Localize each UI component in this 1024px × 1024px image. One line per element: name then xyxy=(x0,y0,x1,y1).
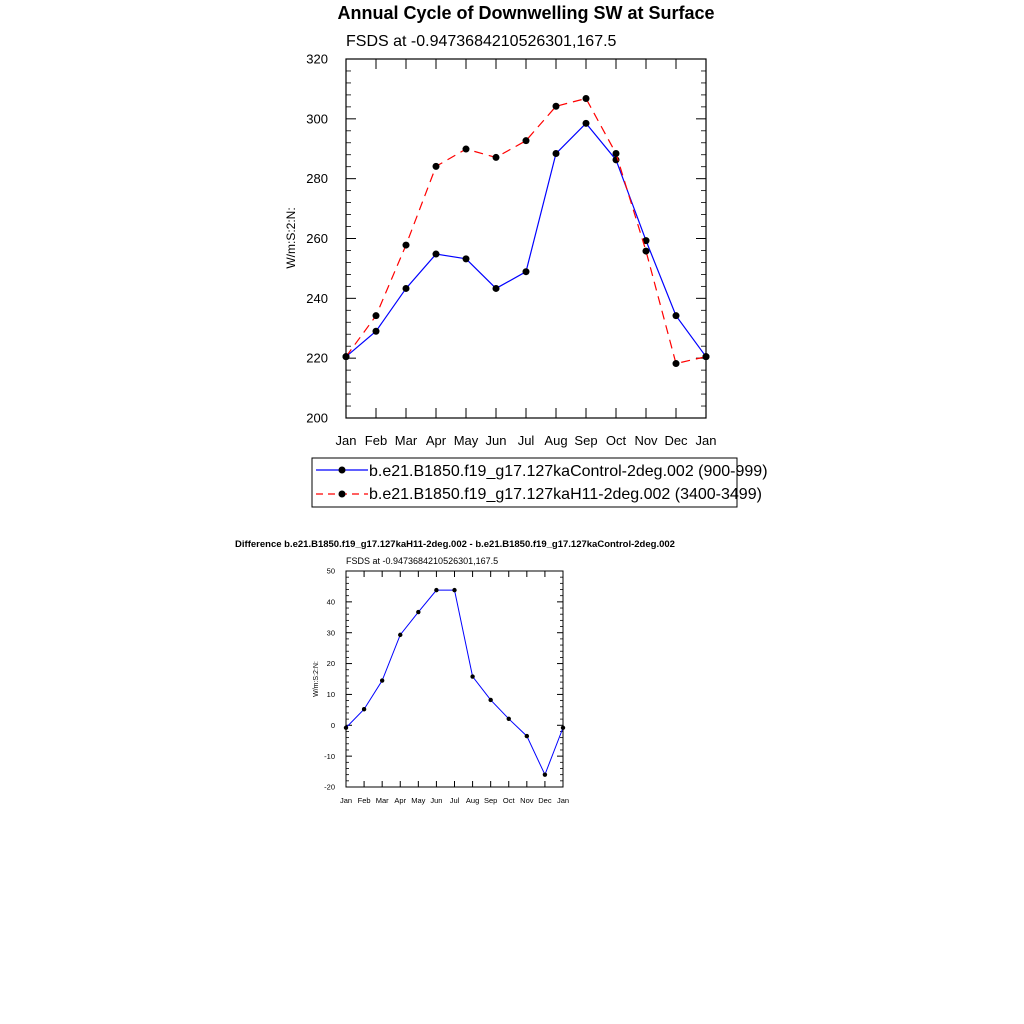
data-point xyxy=(463,146,470,153)
y-tick-label: 20 xyxy=(326,659,335,669)
x-tick-label: Aug xyxy=(465,796,480,805)
x-tick-label: Apr xyxy=(425,433,447,448)
chart2-ylabel: W/m:S:2:N: xyxy=(313,661,320,697)
x-tick-label: Jun xyxy=(430,796,443,805)
data-point xyxy=(434,588,438,592)
x-tick-label: Jan xyxy=(695,433,717,448)
data-point xyxy=(523,137,530,144)
x-tick-label: Jul xyxy=(517,433,535,448)
legend-marker-control xyxy=(339,467,346,474)
x-tick-label: Jan xyxy=(556,796,570,805)
chart1-subtitle: FSDS at -0.9473684210526301,167.5 xyxy=(346,33,617,50)
data-point xyxy=(493,154,500,161)
data-point xyxy=(488,698,492,702)
y-tick-label: -10 xyxy=(324,751,335,761)
y-tick-label: 300 xyxy=(306,111,328,127)
x-tick-label: Jul xyxy=(449,796,460,805)
x-tick-label: Jan xyxy=(339,796,353,805)
data-point xyxy=(373,312,380,319)
data-point xyxy=(583,120,590,127)
y-tick-label: 50 xyxy=(326,566,335,576)
data-point xyxy=(463,255,470,262)
data-point xyxy=(433,251,440,258)
y-tick-label: -20 xyxy=(324,782,335,792)
data-point xyxy=(493,285,500,292)
legend-label-control: b.e21.B1850.f19_g17.127kaControl-2deg.002 (900-999) xyxy=(369,463,768,480)
x-tick-label: Oct xyxy=(605,433,627,448)
series-line-0 xyxy=(346,590,563,775)
x-tick-label: Mar xyxy=(375,796,389,805)
x-tick-label: Nov xyxy=(520,796,534,805)
data-point xyxy=(553,103,560,110)
y-tick-label: 320 xyxy=(306,51,328,67)
data-point xyxy=(470,674,474,678)
y-tick-label: 280 xyxy=(306,171,328,187)
chart1-title: Annual Cycle of Downwelling SW at Surface xyxy=(337,3,715,23)
x-tick-label: Apr xyxy=(394,796,407,805)
legend-label-h11: b.e21.B1850.f19_g17.127kaH11-2deg.002 (3400-3499) xyxy=(369,486,762,503)
data-point xyxy=(673,312,680,319)
data-point xyxy=(452,588,456,592)
chart2-subtitle: FSDS at -0.9473684210526301,167.5 xyxy=(346,556,499,566)
x-tick-label: Aug xyxy=(544,433,568,448)
y-tick-label: 0 xyxy=(330,720,335,730)
data-point xyxy=(643,248,650,255)
y-tick-label: 40 xyxy=(326,597,335,607)
difference-chart xyxy=(235,539,675,805)
data-point xyxy=(553,150,560,157)
data-point xyxy=(507,717,511,721)
y-tick-label: 30 xyxy=(326,628,335,638)
legend-marker-h11 xyxy=(339,491,346,498)
y-tick-label: 240 xyxy=(306,290,328,306)
series-line-0 xyxy=(346,123,706,356)
data-point xyxy=(403,285,410,292)
y-tick-label: 10 xyxy=(326,690,335,700)
data-point xyxy=(613,150,620,157)
data-point xyxy=(525,734,529,738)
data-point xyxy=(416,610,420,614)
chart1-legend xyxy=(312,458,768,507)
x-tick-label: Sep xyxy=(574,433,598,448)
chart1-plot-frame xyxy=(346,59,706,418)
y-tick-label: 260 xyxy=(306,231,328,247)
x-tick-label: Feb xyxy=(364,433,388,448)
x-tick-label: Feb xyxy=(357,796,371,805)
x-tick-label: Mar xyxy=(394,433,418,448)
data-point xyxy=(543,772,547,776)
data-point xyxy=(523,268,530,275)
data-point xyxy=(583,95,590,102)
x-tick-label: May xyxy=(411,796,426,805)
x-tick-label: Nov xyxy=(634,433,658,448)
chart1-ylabel: W/m:S:2:N: xyxy=(284,207,298,269)
x-tick-label: Dec xyxy=(538,796,552,805)
x-tick-label: Oct xyxy=(502,796,515,805)
x-tick-label: Sep xyxy=(483,796,498,805)
chart2-title: Difference b.e21.B1850.f19_g17.127kaH11-2deg.002 - b.e21.B1850.f19_g17.127kaControl-2deg.002 xyxy=(235,539,675,550)
data-point xyxy=(373,328,380,335)
data-point xyxy=(362,707,366,711)
data-point xyxy=(380,678,384,682)
y-tick-label: 200 xyxy=(306,410,328,426)
y-tick-label: 220 xyxy=(306,350,328,366)
x-tick-label: May xyxy=(453,433,479,448)
x-tick-label: Jun xyxy=(485,433,507,448)
x-tick-label: Jan xyxy=(335,433,357,448)
x-tick-label: Dec xyxy=(664,433,688,448)
data-point xyxy=(673,360,680,367)
data-point xyxy=(403,242,410,249)
data-point xyxy=(398,633,402,637)
annual-cycle-chart xyxy=(284,3,716,448)
data-point xyxy=(433,163,440,170)
chart2-plot-frame xyxy=(346,571,563,787)
